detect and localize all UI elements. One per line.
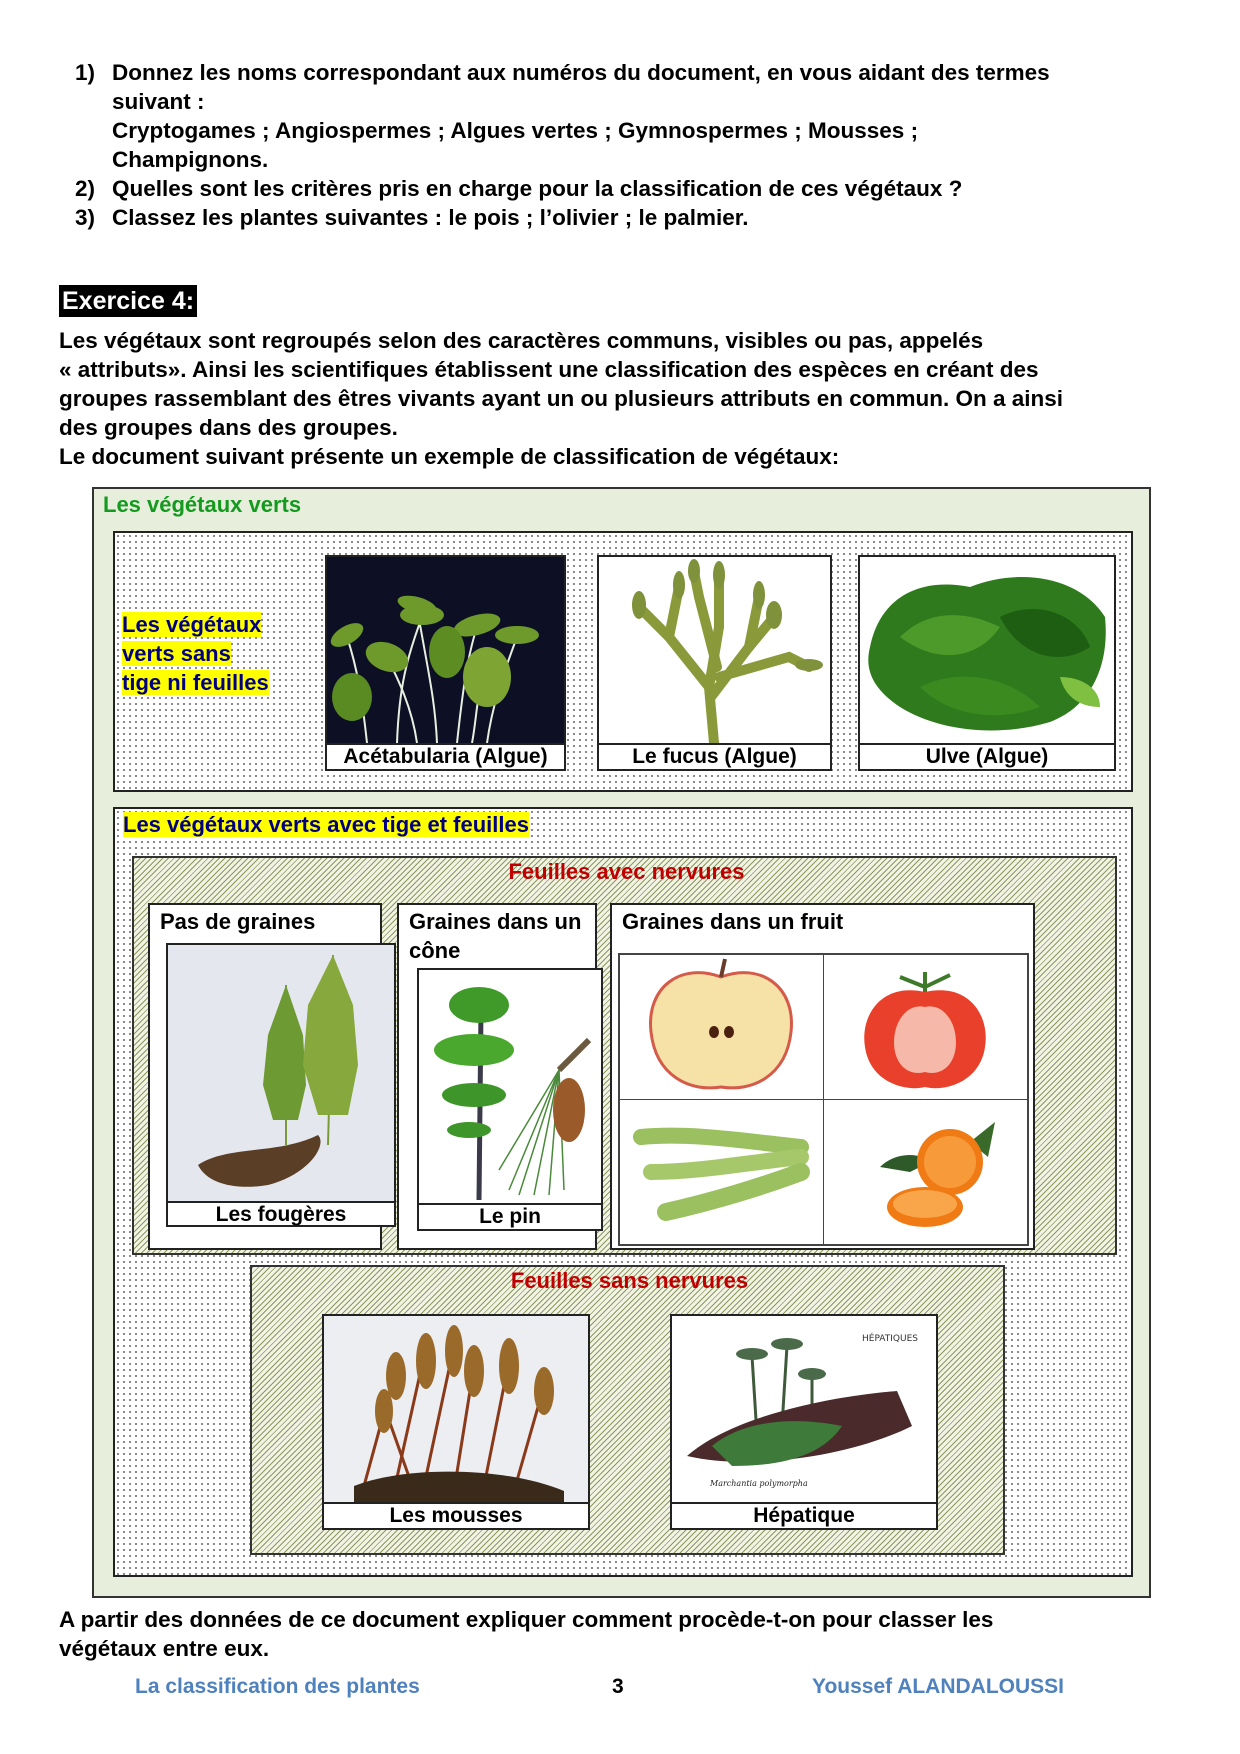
group-label: Les végétaux verts sans tige ni feuilles <box>122 612 269 695</box>
fern-caption: Les fougères <box>166 1201 396 1227</box>
question-number: 2) <box>75 176 96 201</box>
fucus-photo <box>597 555 832 745</box>
broad-bean-photo <box>620 1100 824 1245</box>
footer-title: La classification des plantes <box>135 1675 420 1698</box>
moss-photo <box>322 1314 590 1504</box>
cone-seeds-card <box>397 903 597 1250</box>
apple-photo <box>620 955 824 1100</box>
group-label: Les végétaux verts avec tige et feuilles <box>123 812 529 837</box>
fruit-image-grid <box>618 953 1029 1246</box>
veined-leaves-title: Feuilles avec nervures <box>508 859 745 884</box>
card-title: Pas de graines <box>160 909 316 934</box>
ulva-caption: Ulve (Algue) <box>858 743 1116 771</box>
svg-text:HÉPATIQUES: HÉPATIQUES <box>862 1334 918 1344</box>
question-number: 3) <box>75 205 96 230</box>
unveined-leaves-group <box>250 1265 1005 1555</box>
acetabularia-caption: Acétabularia (Algue) <box>325 743 566 771</box>
moss-caption: Les mousses <box>322 1502 590 1530</box>
tomato-photo <box>824 955 1028 1100</box>
veined-leaves-group <box>132 856 1117 1255</box>
acetabularia-photo <box>325 555 566 745</box>
fruit-seeds-card <box>610 903 1035 1250</box>
footer-author: Youssef ALANDALOUSSI <box>812 1675 1065 1698</box>
svg-text:Marchantia polymorpha: Marchantia polymorpha <box>710 1479 808 1488</box>
liverwort-illustration <box>670 1314 938 1504</box>
card-title: Graines dans un fruit <box>622 909 844 934</box>
card-title: Graines dans un cône <box>409 909 582 963</box>
pine-illustration <box>417 968 603 1205</box>
no-seeds-card <box>148 903 382 1250</box>
exercise-intro: Les végétaux sont regroupés selon des caractères communs, visibles ou pas, appelés « attributs». Ainsi les scientifiques établissent une classification des espèces en créant des groupes rassemblant des êtres vivants ayant un ou plusieurs attributs en commun. On a ainsi des groupes dans des groupes. Le document suivant présente un exemple de classification de végétaux: <box>59 328 1064 469</box>
fern-photo <box>166 943 396 1203</box>
question-text: Quelles sont les critères pris en charge pour la classification de ces végétaux ? <box>112 176 963 201</box>
question-text: Classez les plantes suivantes : le pois ; l’olivier ; le palmier. <box>112 205 749 230</box>
ulva-photo <box>858 555 1116 745</box>
pine-caption: Le pin <box>417 1203 603 1231</box>
group-no-stem-no-leaves <box>113 531 1133 792</box>
liverwort-caption: Hépatique <box>670 1502 938 1530</box>
question-text: Donnez les noms correspondant aux numéros du document, en vous aidant des termes suivant : Cryptogames ; Angiospermes ; Algues vertes ; Gymnospermes ; Mousses ; Champignons. <box>112 60 1050 172</box>
exercise-heading: Exercice 4: <box>59 285 197 317</box>
final-question: A partir des données de ce document expliquer comment procède-t-on pour classer les végétaux entre eux. <box>59 1607 994 1661</box>
question-number: 1) <box>75 60 96 85</box>
mandarin-photo <box>824 1100 1028 1245</box>
page-number: 3 <box>612 1675 624 1698</box>
unveined-leaves-title: Feuilles sans nervures <box>510 1268 749 1293</box>
fucus-caption: Le fucus (Algue) <box>597 743 832 771</box>
document-title: Les végétaux verts <box>103 492 302 517</box>
